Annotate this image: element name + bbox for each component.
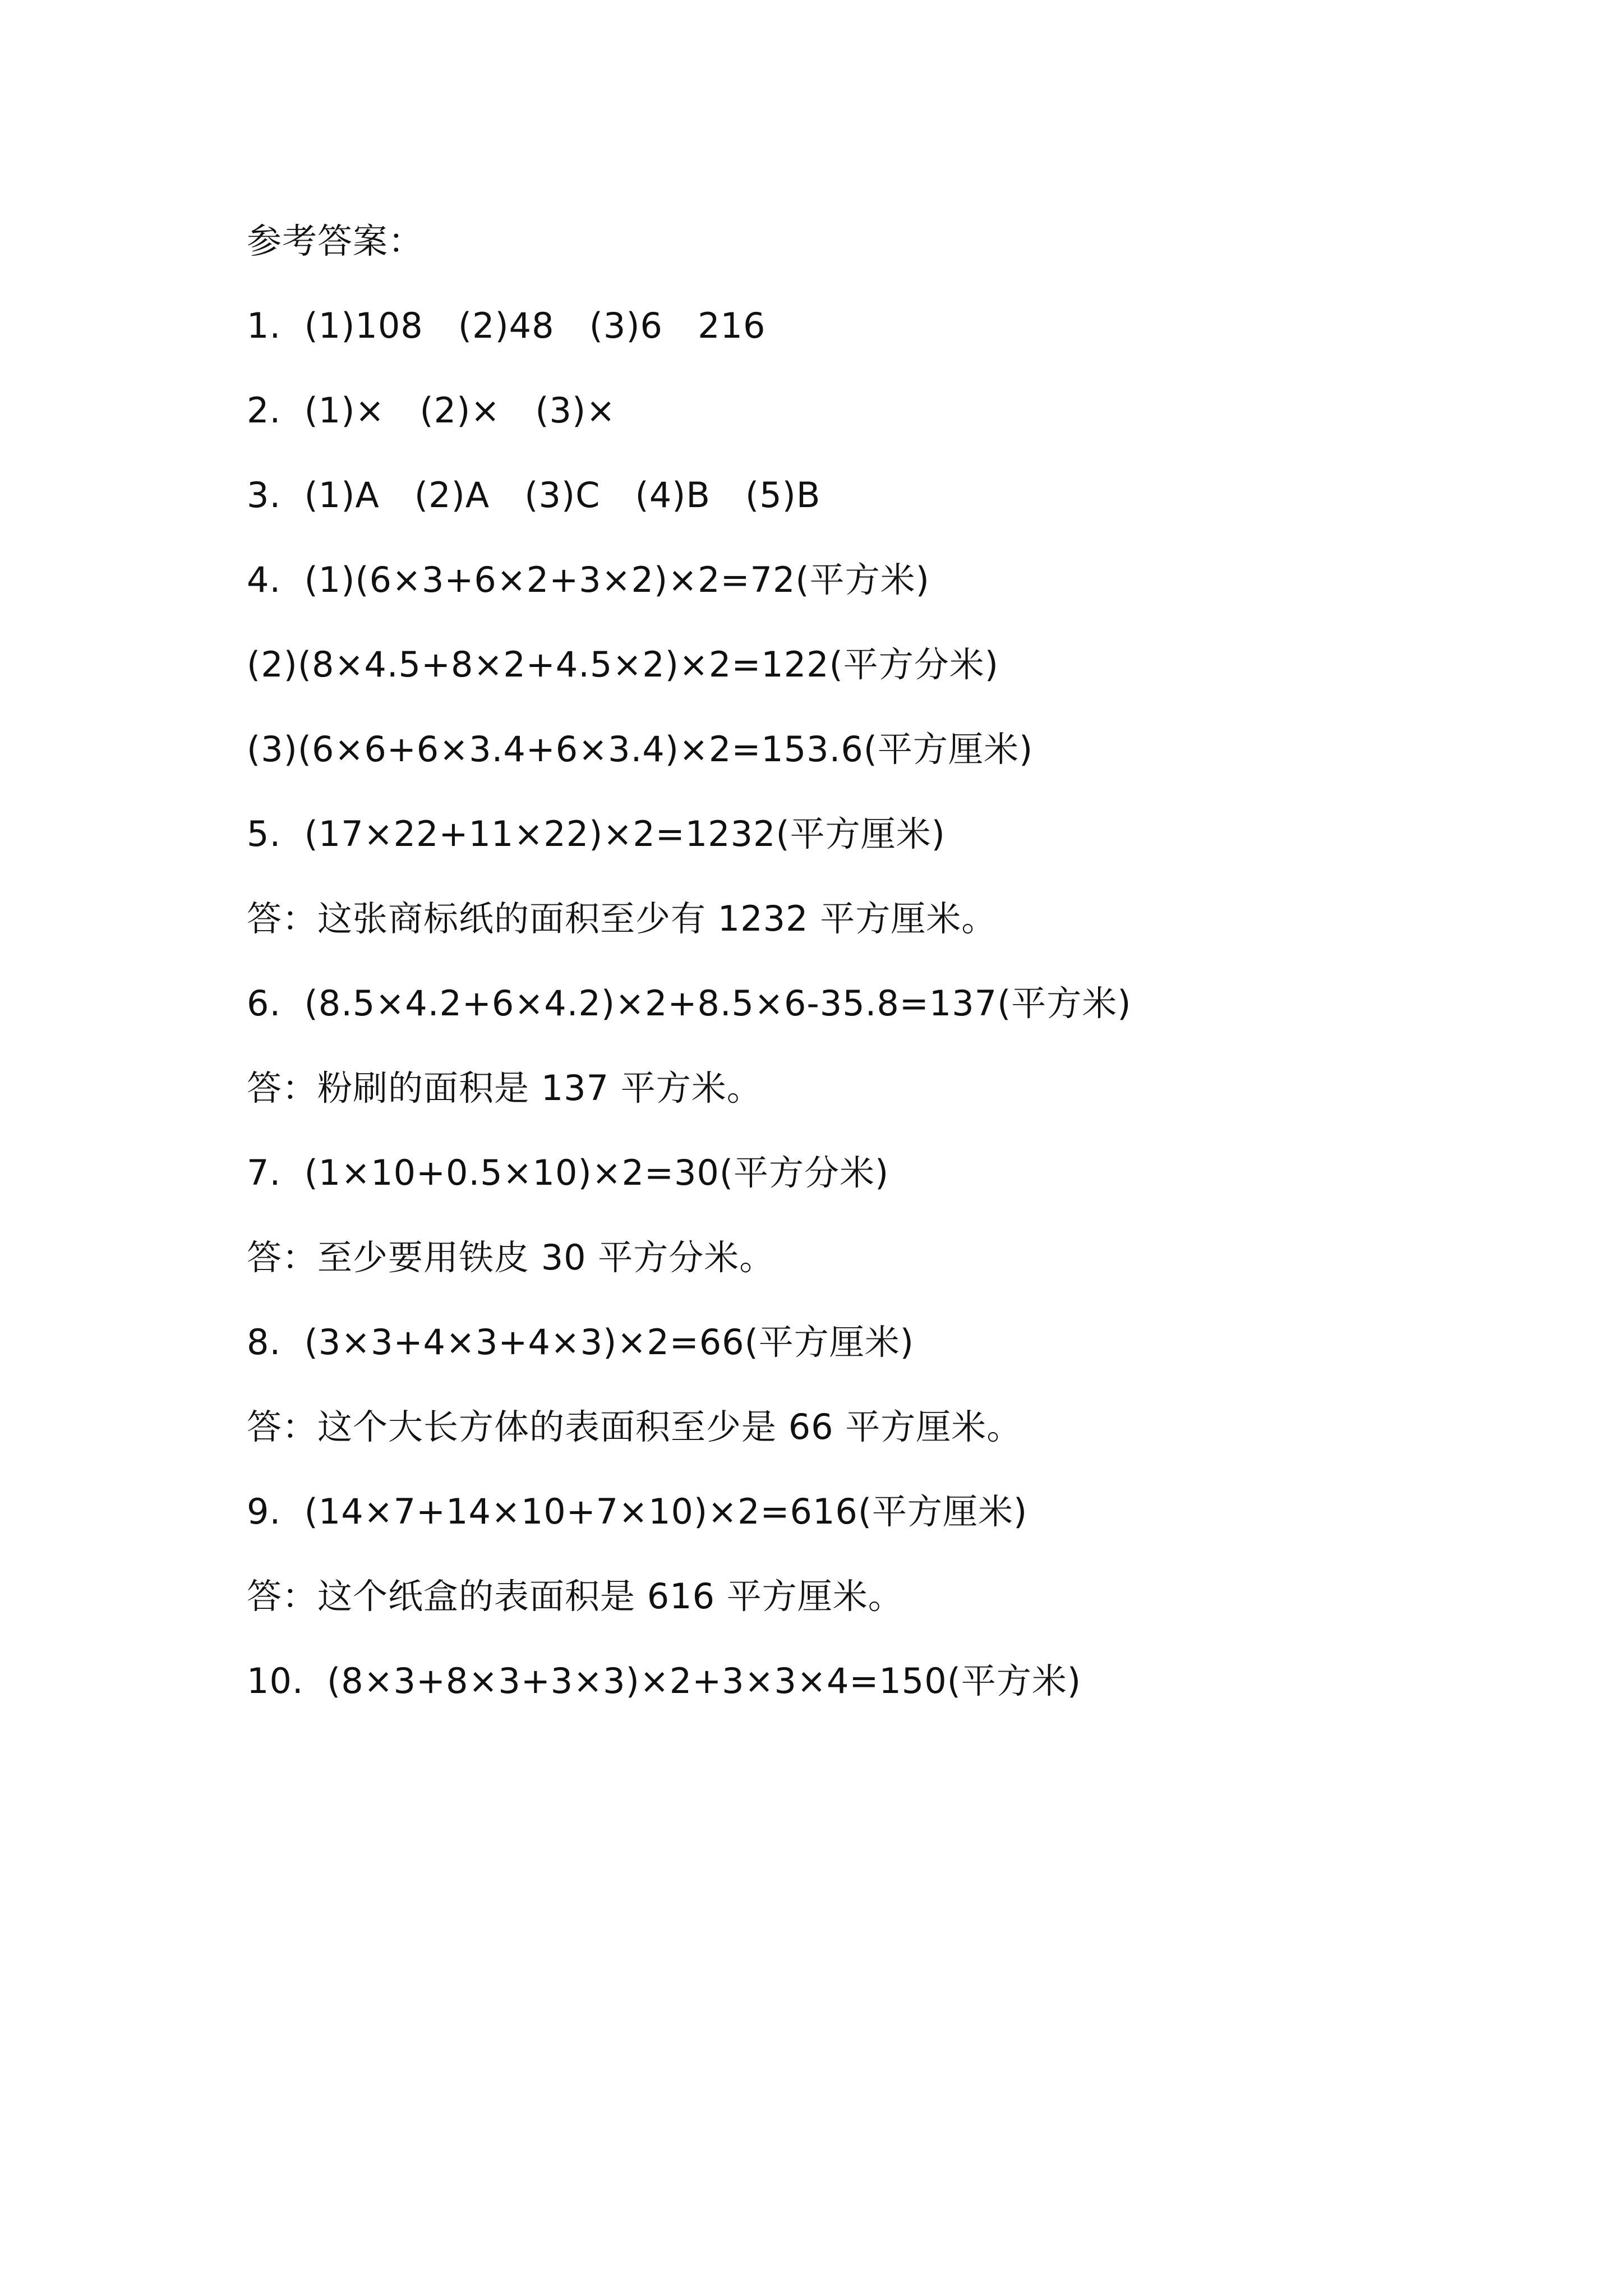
answer-line-2: 2. (1)× (2)× (3)× — [247, 390, 616, 431]
answer-line-10: 10. (8×3+8×3+3×3)×2+3×3×4=150(平方米) — [247, 1660, 1082, 1701]
answer-line-4-2: (2)(8×4.5+8×2+4.5×2)×2=122(平方分米) — [247, 644, 999, 685]
answer-line-9-reply: 答：这个纸盒的表面积是 616 平方厘米。 — [247, 1576, 903, 1617]
answer-line-7: 7. (1×10+0.5×10)×2=30(平方分米) — [247, 1152, 889, 1193]
answer-line-8-reply: 答：这个大长方体的表面积至少是 66 平方厘米。 — [247, 1406, 1022, 1447]
page-heading: 参考答案： — [247, 220, 424, 261]
answer-line-3: 3. (1)A (2)A (3)C (4)B (5)B — [247, 475, 821, 516]
answer-line-8: 8. (3×3+4×3+4×3)×2=66(平方厘米) — [247, 1322, 914, 1363]
answer-line-7-reply: 答：至少要用铁皮 30 平方分米。 — [247, 1237, 775, 1278]
answer-line-9: 9. (14×7+14×10+7×10)×2=616(平方厘米) — [247, 1491, 1028, 1532]
answer-line-6-reply: 答：粉刷的面积是 137 平方米。 — [247, 1068, 762, 1108]
answer-line-4-1: 4. (1)(6×3+6×2+3×2)×2=72(平方米) — [247, 559, 930, 600]
answer-line-5: 5. (17×22+11×22)×2=1232(平方厘米) — [247, 813, 946, 854]
answer-line-5-reply: 答：这张商标纸的面积至少有 1232 平方厘米。 — [247, 898, 997, 939]
answer-line-4-3: (3)(6×6+6×3.4+6×3.4)×2=153.6(平方厘米) — [247, 729, 1034, 770]
answer-line-1: 1. (1)108 (2)48 (3)6 216 — [247, 305, 766, 346]
answer-line-6: 6. (8.5×4.2+6×4.2)×2+8.5×6-35.8=137(平方米) — [247, 983, 1132, 1024]
